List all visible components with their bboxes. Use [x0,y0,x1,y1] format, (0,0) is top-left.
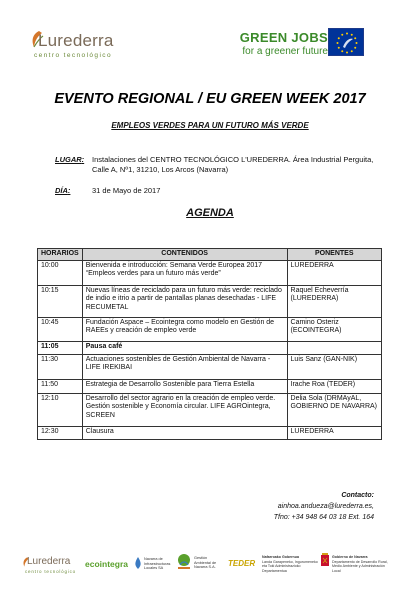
row-content: Bienvenida e introducción: Semana Verde Europea 2017 “Empleos verdes para un futuro más verde” [82,260,287,285]
row-time: 11:50 [38,379,83,393]
table-row [38,379,382,393]
row-speaker: Camino Osteriz (ECOINTEGRA) [287,317,381,341]
row-content: Pausa café [82,341,287,354]
row-time: 10:45 [38,317,83,341]
table-row [38,426,382,439]
header-horarios: HORARIOS [38,249,83,261]
footer-logos: Lurederra centro tecnológico ecointegra Navarra de Infraestructuras Locales SA Gestión Ambiental de Navarra S.A. TEDER Nafarroako Gobernua Landa Garapeneko, Ingurumeneko eta Toki Administrazioko Departamentua Gobierno de Navarra Departamento de Desarrollo Rural, Medio Ambiente y Administración Local [0,553,420,583]
row-content: Estrategia de Desarrollo Sostenible para Tierra Estella [82,379,287,393]
row-content: Nuevas líneas de reciclado para un futuro más verde: reciclado de indio e itrio a partir de pantallas planas desechadas - LIFE RECUMETAL [82,285,287,317]
row-speaker: Delia Sola (DRMAyAL, GOBIERNO DE NAVARRA) [287,393,381,426]
dia-label: DÍA: [55,186,71,195]
row-speaker [287,341,381,354]
footer-ecointegra-logo: ecointegra [85,559,128,569]
row-time: 12:10 [38,393,83,426]
lugar-value: Instalaciones del CENTRO TECNOLÓGICO L'UREDERRA. Área Industrial Perguita, Calle A, Nº1, 31210, Los Arcos (Navarra) [92,155,374,174]
table-row [38,354,382,379]
green-jobs-logo [218,30,328,57]
row-content: Desarrollo del sector agrario en la creación de empleo verde. Gestión sostenible y Economía circular. LIFE AGROintegra, SCREEN [82,393,287,426]
green-jobs-line1: GREEN JOBS [239,30,328,45]
row-content: Fundación Aspace – Ecointegra como modelo en Gestión de RAEEs y creación de empleo verde [82,317,287,341]
row-time: 12:30 [38,426,83,439]
row-time: 11:05 [38,341,83,354]
table-row [38,341,382,354]
row-speaker: Luis Sanz (GAN-NIK) [287,354,381,379]
row-time: 11:30 [38,354,83,379]
agenda-header-row [38,249,382,261]
lurederra-sub: centro tecnológico [34,52,112,59]
row-content: Actuaciones sostenibles de Gestión Ambiental de Navarra - LIFE IREKIBAI [82,354,287,379]
nilsa-drop-icon [133,557,143,569]
navarra-shield-icon [320,553,330,574]
row-speaker: Irache Roa (TEDER) [287,379,381,393]
lugar-label: LUGAR: [55,155,85,164]
lurederra-brand: Lurederra [38,31,114,50]
header-contenidos: CONTENIDOS [82,249,287,261]
eu-flag-icon [328,28,364,56]
row-time: 10:15 [38,285,83,317]
event-title: EVENTO REGIONAL / EU GREEN WEEK 2017 [54,91,366,107]
green-jobs-line2: for a greener future [242,46,328,57]
header [0,0,420,80]
agenda-table [37,248,382,440]
row-speaker: LUREDERRA [287,426,381,439]
gan-tree-icon [176,553,192,571]
contact-phone: Tfno: +34 948 64 03 18 Ext. 164 [273,514,374,521]
contact-email: ainhoa.andueza@lurederra.es, [277,503,374,510]
table-row [38,260,382,285]
row-content: Clausura [82,426,287,439]
row-time: 10:00 [38,260,83,285]
contact-heading: Contacto: [341,492,374,499]
table-row [38,393,382,426]
dia-value: 31 de Mayo de 2017 [92,186,161,195]
row-speaker: Raquel Echeverría (LUREDERRA) [287,285,381,317]
contact-block [274,490,374,523]
footer-teder-logo: TEDER [228,559,256,568]
header-ponentes: PONENTES [287,249,381,261]
table-row [38,285,382,317]
agenda-title: AGENDA [186,207,234,219]
table-row [38,317,382,341]
footer-gobierno-text: Gobierno de Navarra Departamento de Desarrollo Rural, Medio Ambiente y Administración Local [332,555,388,573]
event-subtitle: EMPLEOS VERDES PARA UN FUTURO MÁS VERDE [111,121,309,130]
footer-nafarroa-text: Nafarroako Gobernua Landa Garapeneko, Ingurumeneko eta Toki Administrazioko Departamentua [262,555,318,573]
eu-stars-icon [329,29,365,57]
row-speaker: LUREDERRA [287,260,381,285]
